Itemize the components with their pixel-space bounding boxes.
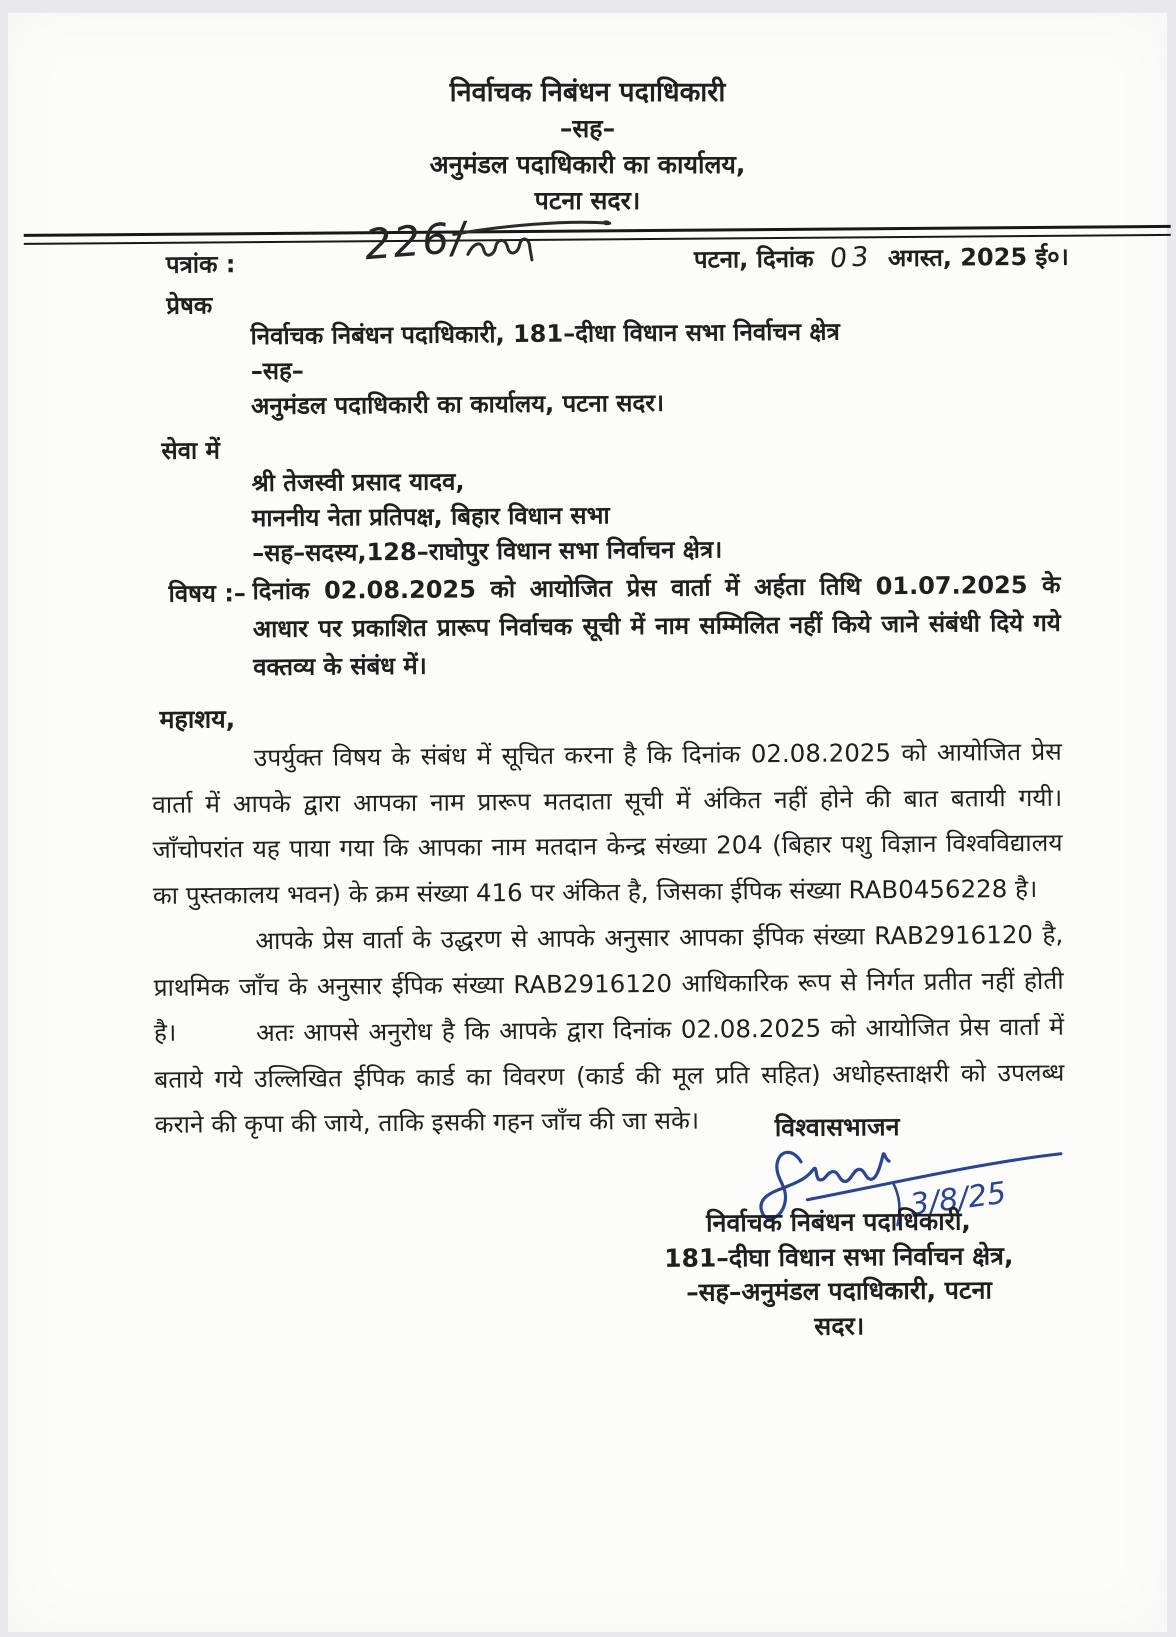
- recipient-line: माननीय नेता प्रतिपक्ष, बिहार विधान सभा: [252, 497, 722, 536]
- letter-number-scribble: [468, 239, 532, 260]
- body-paragraph-3: अतः आपसे अनुरोध है कि आपके द्वारा दिनांक 02.08.2025 को आयोजित प्रेस वार्ता में बताये गये उल्लिखित ईपिक कार्ड का विवरण (कार्ड की मूल प्रति सहित) अधोहस्ताक्षरी को उपलब्ध कराने की कृपा की जाये, ताकि इसकी गहन जाँच की जा सके।: [154, 1004, 1065, 1148]
- place-date-line: [694, 240, 1069, 276]
- letter-number-overstroke: [454, 222, 610, 235]
- salutation: महाशय,: [159, 701, 235, 736]
- recipient-label: सेवा में: [161, 433, 220, 466]
- valediction: विश्वासभाजन: [775, 1109, 900, 1144]
- letterhead-cum: –सह–: [8, 111, 1167, 147]
- sender-label: प्रेषक: [166, 288, 212, 321]
- letterhead-place: पटना सदर।: [8, 183, 1167, 219]
- sender-address: [250, 314, 840, 424]
- signatory-line: 181–दीघा विधान सभा निर्वाचन क्षेत्र,: [624, 1238, 1054, 1276]
- recipient-line: श्री तेजस्वी प्रसाद यादव,: [252, 462, 722, 501]
- letterhead-office-name: अनुमंडल पदाधिकारी का कार्यालय,: [8, 147, 1167, 183]
- recipient-line: –सह–सदस्य,128–राघोपुर विधान सभा निर्वाचन क्षेत्र।: [252, 532, 722, 571]
- letter-content: [8, 9, 1176, 1637]
- sender-line: निर्वाचक निबंधन पदाधिकारी, 181–दीधा विधान सभा निर्वाचन क्षेत्र: [250, 314, 840, 354]
- sender-line: –सह–: [251, 349, 841, 389]
- letter-number-handwritten: [358, 211, 639, 279]
- letter-number-value: 226/: [363, 212, 471, 269]
- subject-label: विषय :–: [168, 576, 246, 610]
- signature-date: 3/8/25: [908, 1176, 1008, 1223]
- date-rest: अगस्त, 2025 ई०।: [888, 240, 1069, 274]
- letter-page: [8, 13, 1167, 1632]
- letterhead-office-title: निर्वाचक निबंधन पदाधिकारी: [8, 75, 1167, 111]
- subject-text: दिनांक 02.08.2025 को आयोजित प्रेस वार्ता में अर्हता तिथि 01.07.2025 के आधार पर प्रकाशित प्रारूप निर्वाचक सूची में नाम सम्मिलित नहीं किये जाने संबंधी दिये गये वक्तव्य के संबंध में।: [252, 566, 1061, 686]
- signatory-designation: [623, 1204, 1054, 1345]
- signatory-line: निर्वाचक निबंधन पदाधिकारी,: [623, 1204, 1053, 1242]
- signatory-line: सदर।: [624, 1307, 1054, 1345]
- recipient-address: [252, 462, 723, 571]
- body-paragraph-2: आपके प्रेस वार्ता के उद्धरण से आपके अनुसार आपका ईपिक संख्या RAB2916120 है, प्राथमिक जाँच के अनुसार ईपिक संख्या RAB2916120 आधिकारिक रूप से निर्गत प्रतीत नहीं होती है।: [153, 912, 1064, 1056]
- signatory-line: –सह–अनुमंडल पदाधिकारी, पटना: [624, 1273, 1054, 1311]
- sender-line: अनुमंडल पदाधिकारी का कार्यालय, पटना सदर।: [251, 384, 841, 424]
- body-paragraph-1: उपर्युक्त विषय के संबंध में सूचित करना है कि दिनांक 02.08.2025 को आयोजित प्रेस वार्ता में आपके द्वारा आपका नाम प्रारूप मतदाता सूची में अंकित नहीं होने की बात बतायी गयी। जाँचोपरांत यह पाया गया कि आपका नाम मतदान केन्द्र संख्या 204 (बिहार पशु विज्ञान विश्वविद्यालय का पुस्तकालय भवन) के क्रम संख्या 416 पर अंकित है, जिसका ईपिक संख्या RAB0456228 है।: [152, 729, 1063, 918]
- letter-number-label: पत्रांक :: [166, 247, 236, 281]
- place-date-prefix: पटना, दिनांक: [694, 242, 814, 276]
- date-day-handwritten: 03: [828, 241, 873, 275]
